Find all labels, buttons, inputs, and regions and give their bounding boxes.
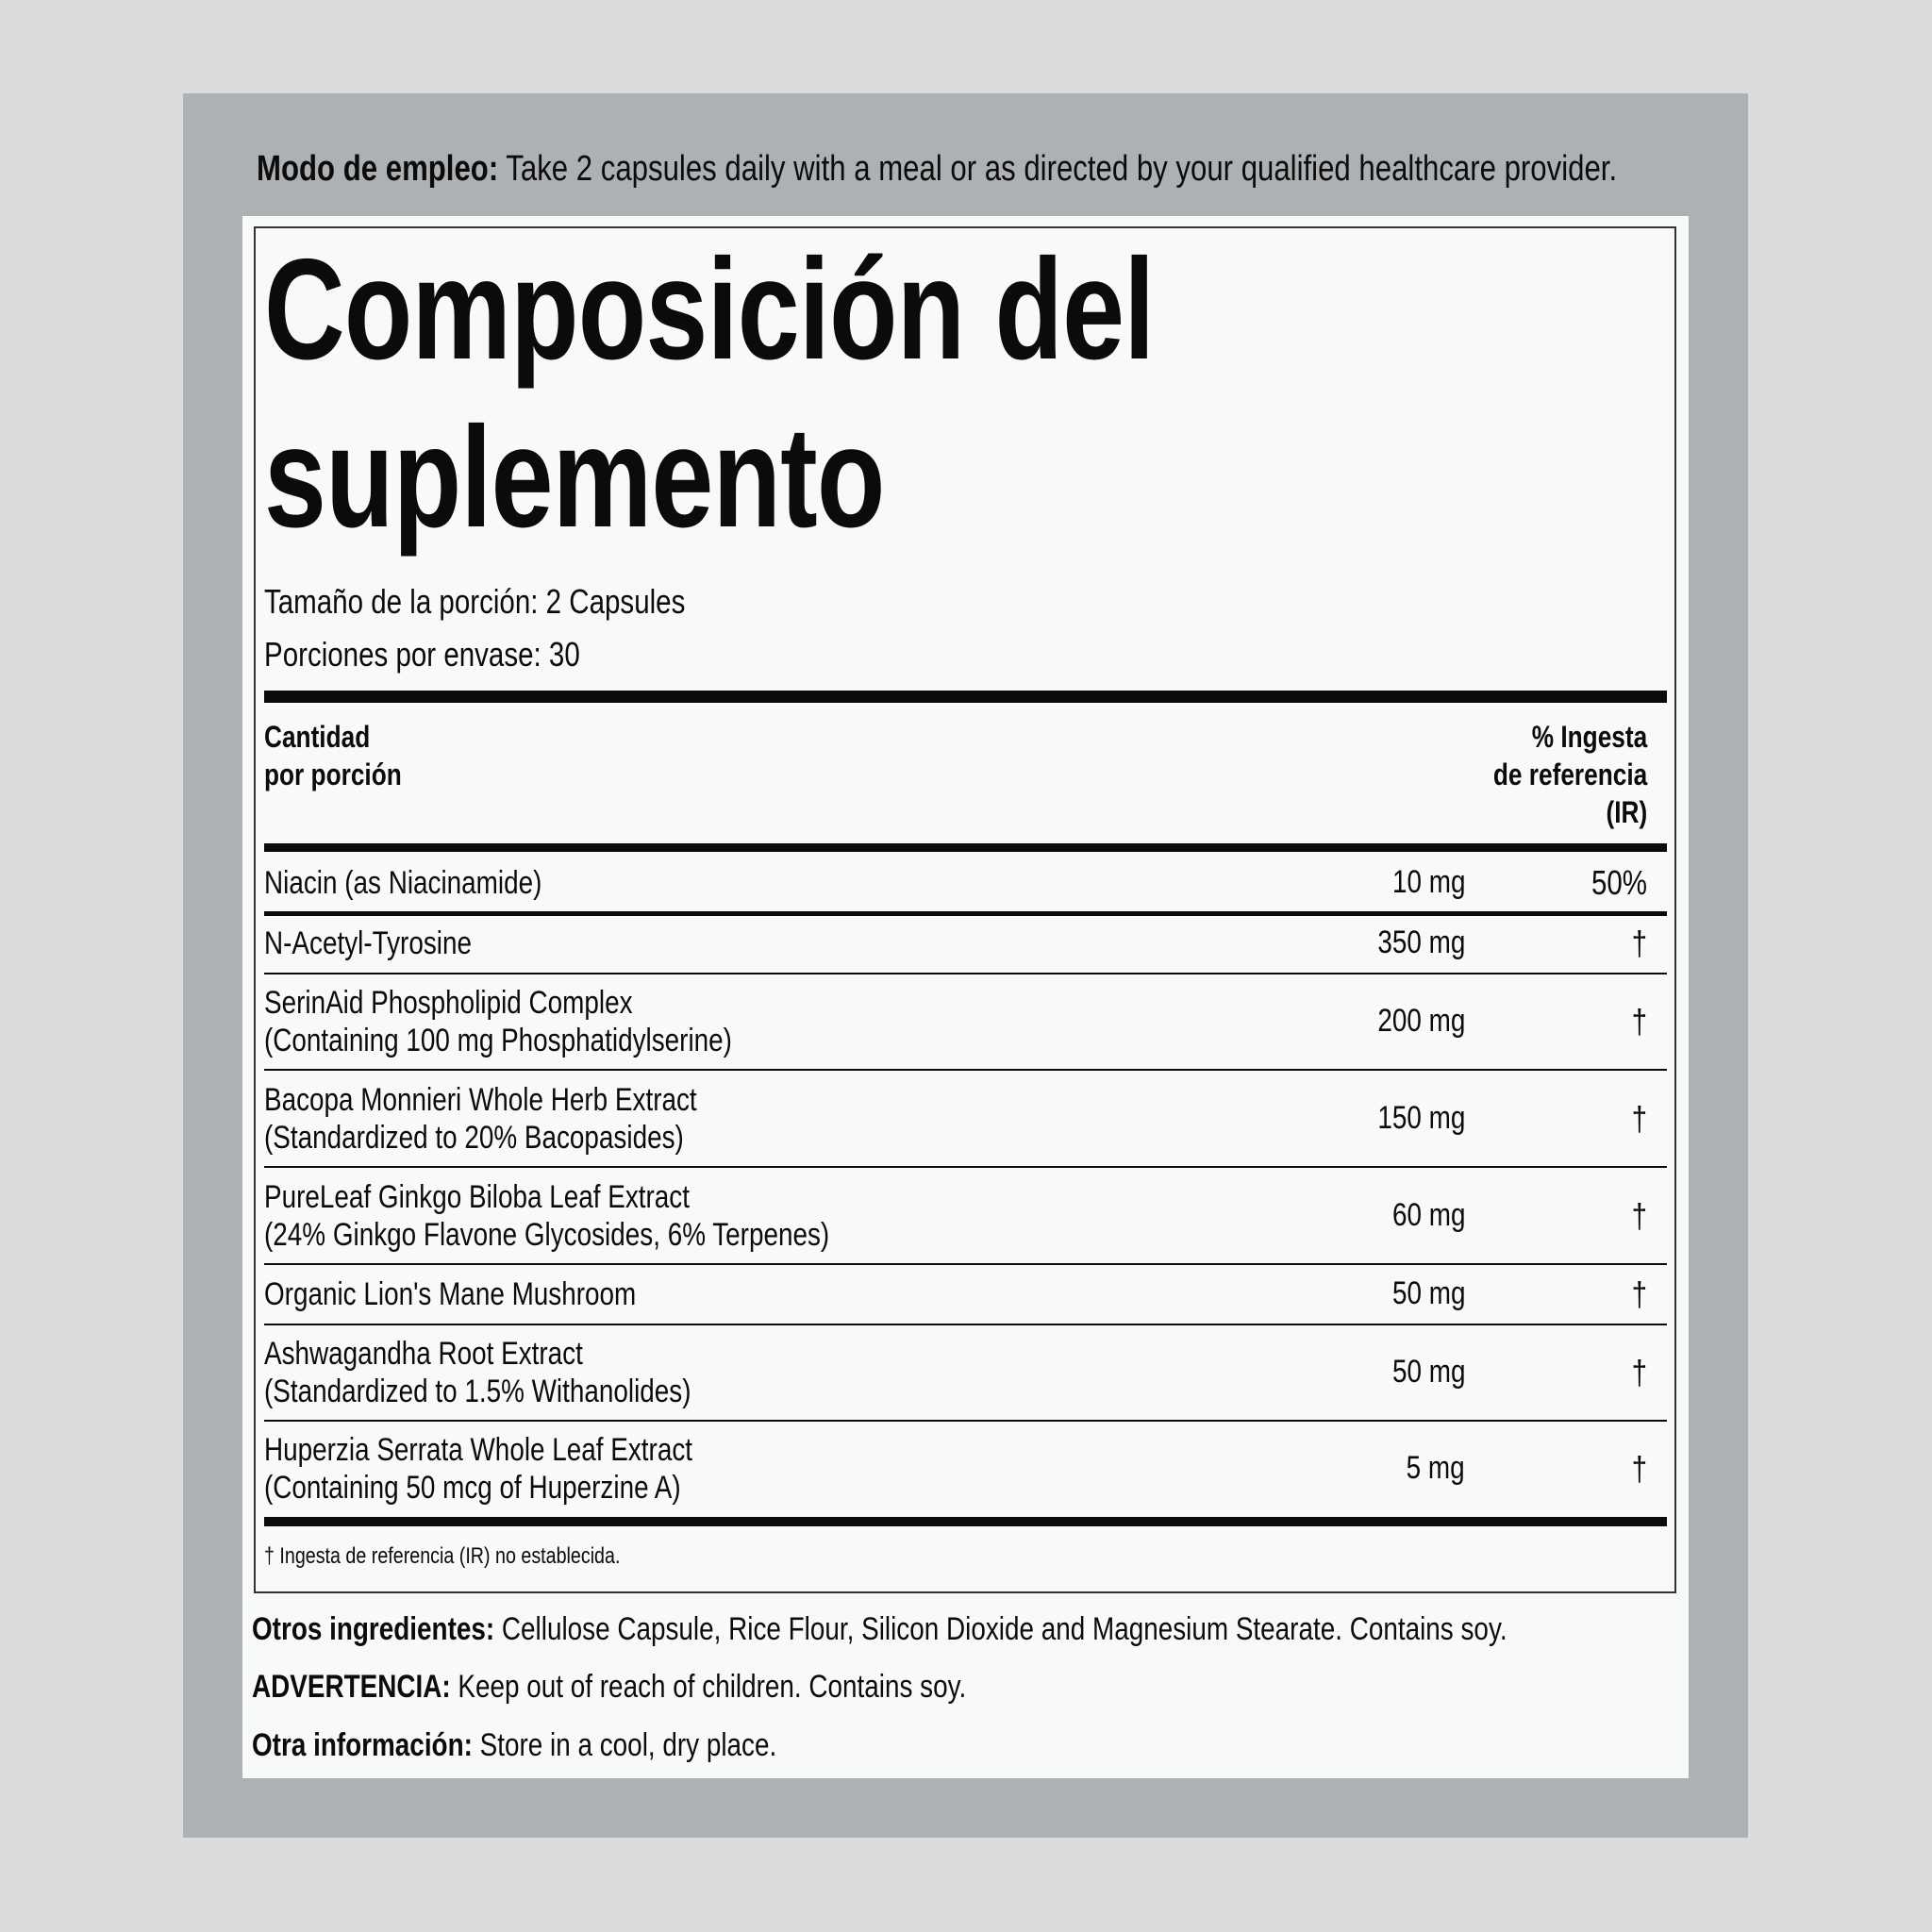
ingredient-name: Bacopa Monnieri Whole Herb Extract: [264, 1081, 697, 1118]
ingredient-row: [264, 1431, 692, 1507]
row-divider: [264, 1324, 1667, 1325]
ingredient-amount: 200 mg: [1377, 1003, 1465, 1039]
ingredient-ri: †: [1631, 924, 1647, 962]
other-ingredients-text: Cellulose Capsule, Rice Flour, Silicon Dioxide and Magnesium Stearate. Contains soy.: [501, 1611, 1507, 1647]
ingredient-ri: †: [1631, 1098, 1647, 1138]
ingredient-amount: 60 mg: [1391, 1196, 1465, 1233]
ingredient-name: Huperzia Serrata Whole Leaf Extract: [264, 1432, 693, 1468]
ingredient-row: [264, 1335, 691, 1410]
warning: [252, 1669, 966, 1706]
ingredient-name: Ashwagandha Root Extract: [264, 1336, 583, 1372]
ingredient-ri: †: [1631, 1002, 1647, 1041]
ingredient-amount: 10 mg: [1391, 863, 1465, 900]
row-divider: [264, 1069, 1667, 1071]
ingredient-amount: 150 mg: [1377, 1099, 1465, 1136]
directions-text: Take 2 capsules daily with a meal or as directed by your qualified healthcare provider.: [506, 149, 1618, 189]
ingredient-name: Organic Lion's Mane Mushroom: [264, 1276, 637, 1312]
ingredient-name: Niacin (as Niacinamide): [264, 864, 542, 901]
ingredient-amount: 50 mg: [1391, 1275, 1465, 1311]
row-divider: [264, 911, 1667, 916]
ingredient-ri: 50%: [1591, 862, 1647, 902]
directions: [257, 149, 1617, 190]
ingredient-name: N-Acetyl-Tyrosine: [264, 925, 472, 961]
ri-header-line1: % Ingesta: [1531, 720, 1647, 754]
amount-header-line1: Cantidad: [264, 720, 371, 754]
title-line-1: Composición del: [264, 229, 1155, 390]
ingredient-detail: (24% Ginkgo Flavone Glycosides, 6% Terpenes): [264, 1216, 830, 1253]
ri-header-line2: de referencia: [1492, 758, 1647, 791]
ingredient-name: SerinAid Phospholipid Complex: [264, 985, 633, 1021]
amount-header: [264, 718, 402, 793]
ingredient-amount: 350 mg: [1377, 924, 1465, 960]
ingredient-ri: †: [1631, 1274, 1647, 1313]
other-info-text: Store in a cool, dry place.: [479, 1727, 777, 1763]
footnote: † Ingesta de referencia (IR) no establecida.: [264, 1543, 621, 1569]
servings-per-container: Porciones por envase: 30: [264, 635, 580, 674]
other-info-label: Otra información:: [252, 1727, 473, 1763]
ingredient-amount: 50 mg: [1391, 1354, 1465, 1390]
ingredient-row: [264, 1081, 697, 1157]
row-divider: [264, 1263, 1667, 1265]
ri-header: [1493, 718, 1647, 831]
other-ingredients: [252, 1611, 1507, 1648]
other-info: [252, 1727, 776, 1764]
ingredient-amount: 5 mg: [1407, 1450, 1465, 1486]
ingredient-row: [264, 1275, 636, 1313]
ingredient-name: PureLeaf Ginkgo Biloba Leaf Extract: [264, 1178, 690, 1215]
ri-header-line3: (IR): [1606, 795, 1647, 829]
ingredient-detail: (Containing 100 mg Phosphatidylserine): [264, 1023, 732, 1058]
ingredient-row: [264, 984, 732, 1059]
warning-label: ADVERTENCIA:: [252, 1669, 451, 1705]
ingredient-detail: (Standardized to 20% Bacopasides): [264, 1119, 684, 1156]
directions-label: Modo de empleo:: [257, 149, 499, 189]
thick-divider: [264, 691, 1667, 703]
warning-text: Keep out of reach of children. Contains soy.: [458, 1669, 967, 1705]
ingredient-ri: †: [1631, 1353, 1647, 1391]
ingredient-ri: †: [1631, 1195, 1647, 1235]
row-divider: [264, 973, 1667, 974]
bottom-divider: [264, 1517, 1667, 1526]
header-divider: [264, 843, 1667, 852]
ingredient-row: [264, 864, 541, 902]
ingredient-ri: †: [1631, 1449, 1647, 1488]
title-line-2: suplemento: [264, 397, 885, 558]
amount-header-line2: por porción: [264, 758, 402, 791]
serving-size: Tamaño de la porción: 2 Capsules: [264, 582, 686, 621]
ingredient-detail: (Standardized to 1.5% Withanolides): [264, 1374, 691, 1409]
row-divider: [264, 1166, 1667, 1168]
ingredient-row: [264, 1178, 829, 1254]
ingredient-row: [264, 924, 472, 962]
other-ingredients-label: Otros ingredientes:: [252, 1611, 495, 1647]
row-divider: [264, 1420, 1667, 1422]
ingredient-detail: (Containing 50 mcg of Huperzine A): [264, 1470, 681, 1506]
